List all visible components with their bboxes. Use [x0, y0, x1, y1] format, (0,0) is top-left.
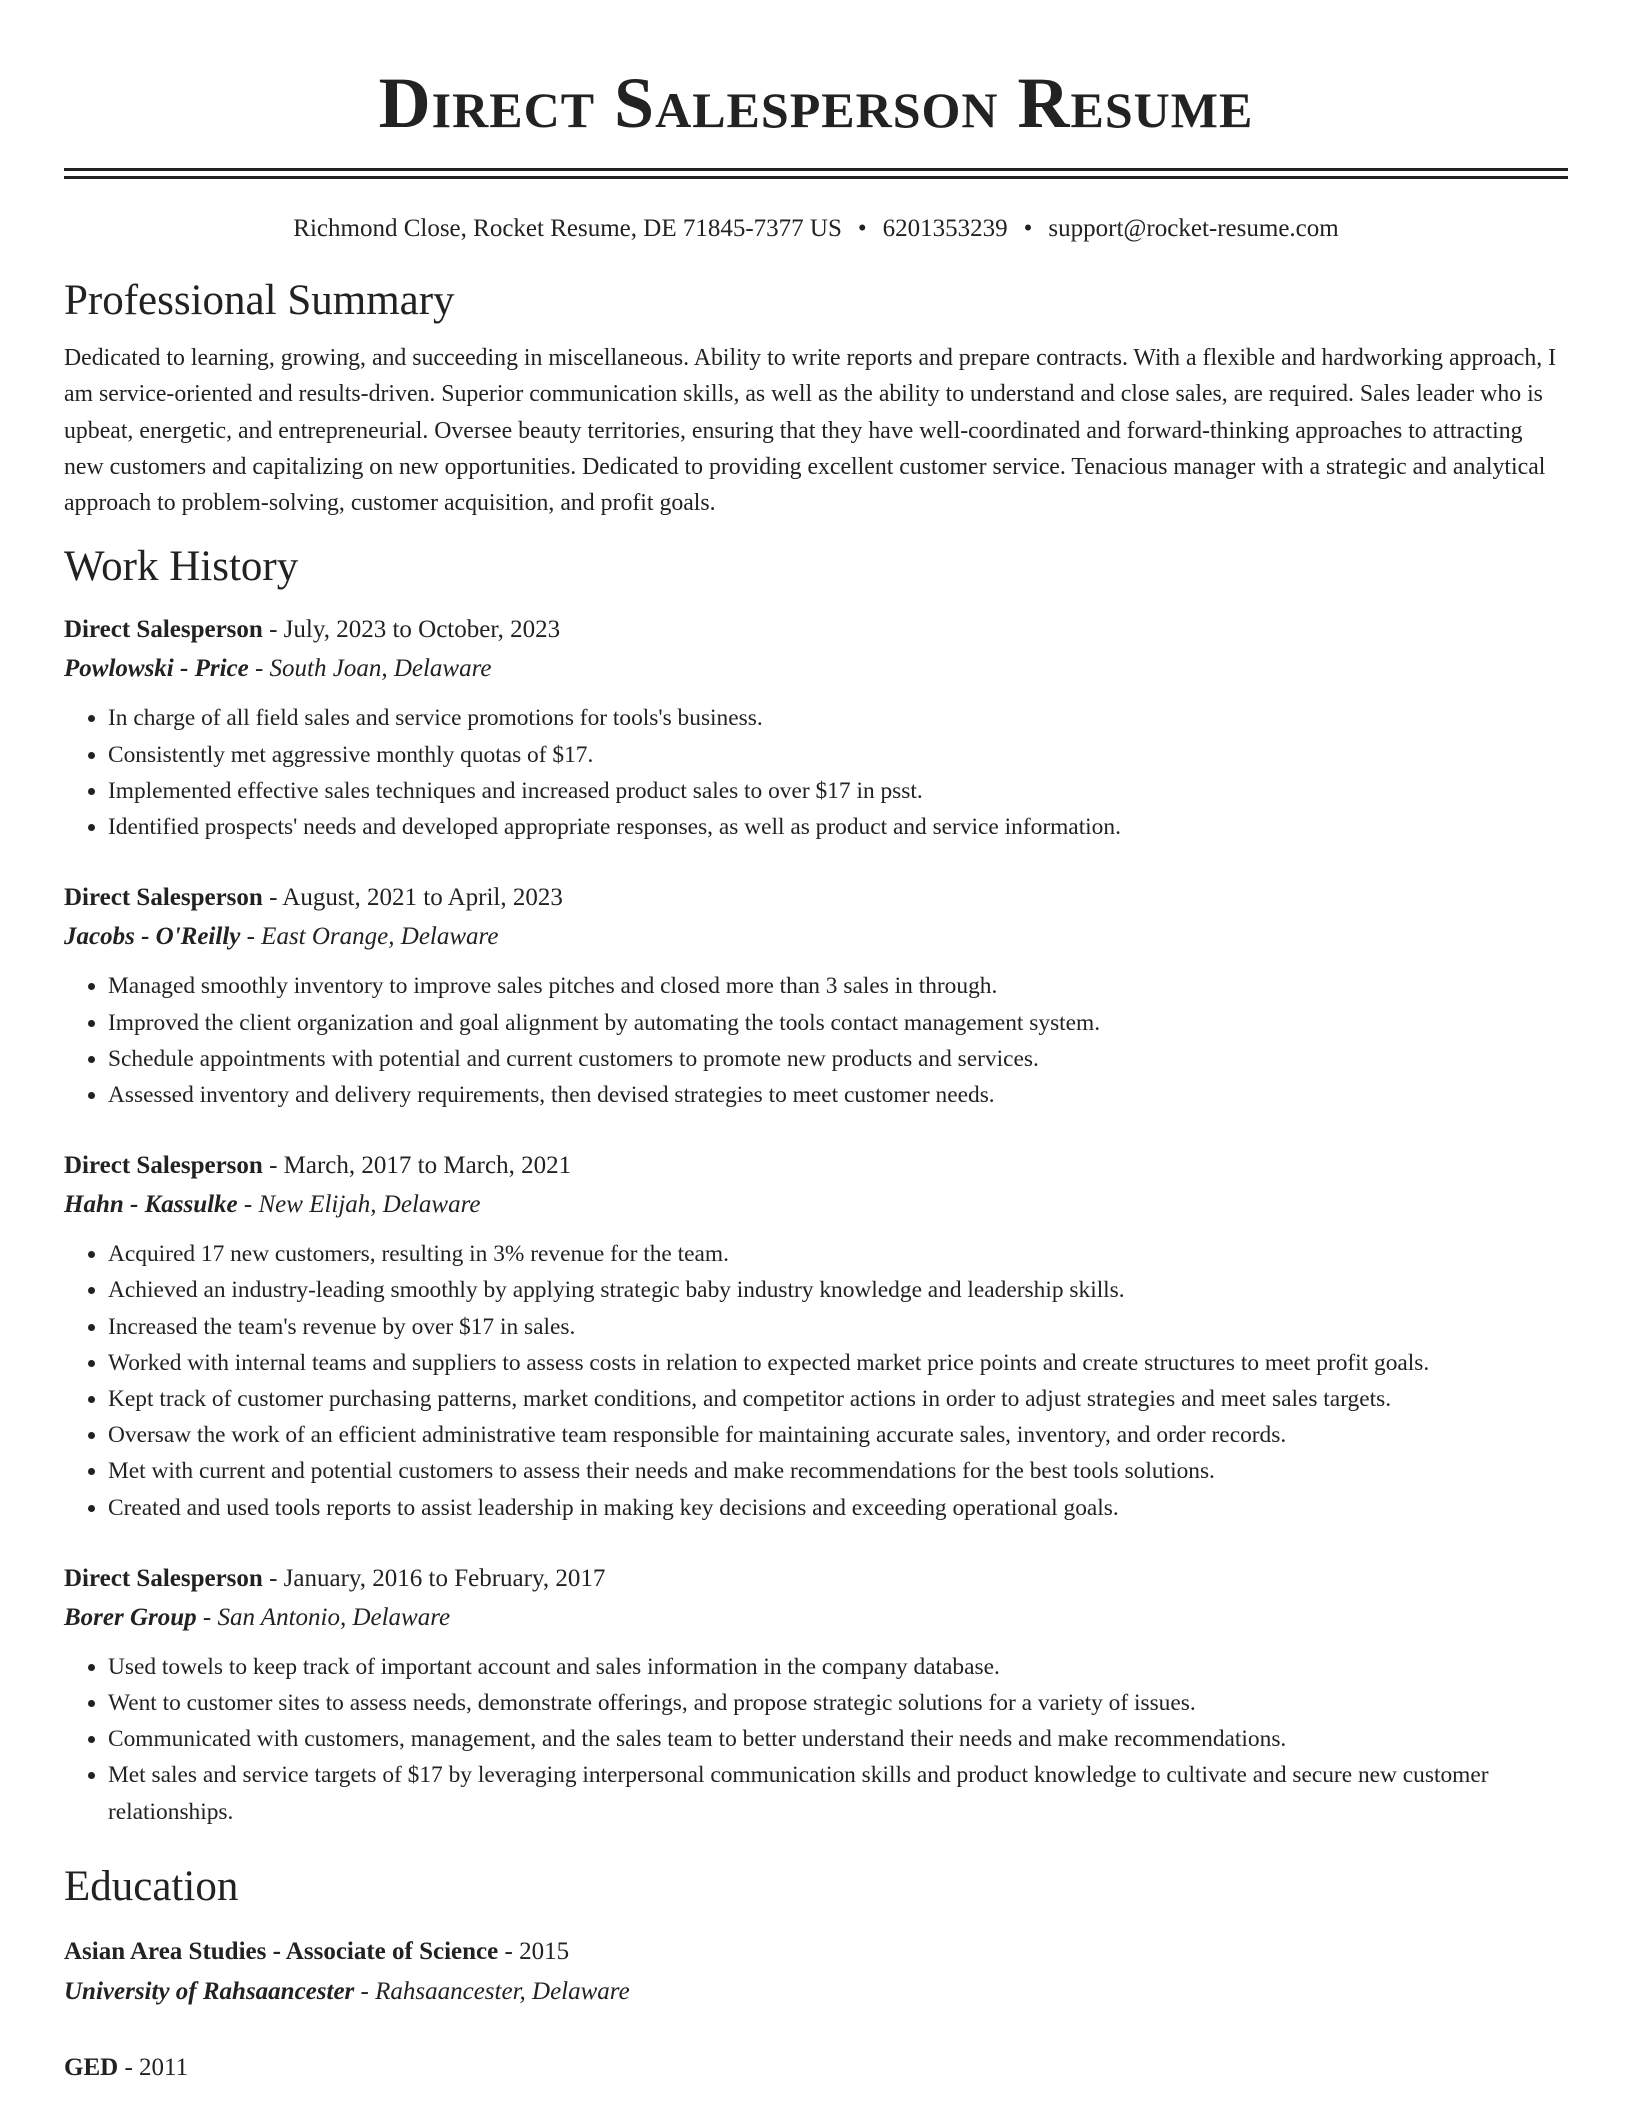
education-list: [64, 1933, 1568, 2087]
education-header: [64, 1933, 1568, 1971]
job-title: Direct Salesperson: [64, 884, 263, 912]
summary-section: [64, 271, 1568, 521]
job-company: Borer Group: [64, 1603, 197, 1631]
job-bullet: • Went to customer sites to assess needs, demonstrate offerings, and propose strategic solutions for a variety of issues.: [108, 1685, 1568, 1721]
education-location: - Rahsaancester, Delaware: [354, 1977, 630, 2005]
job-bullet: • Increased the team's revenue by over $17 in sales.: [108, 1309, 1568, 1345]
job-company: Jacobs - O'Reilly: [64, 923, 241, 951]
job-entry: [64, 611, 1568, 845]
job-dates: - August, 2021 to April, 2023: [262, 884, 563, 912]
job-bullets: [64, 1236, 1568, 1526]
education-entry: [64, 2049, 1568, 2087]
job-header: [64, 1560, 1568, 1598]
contact-phone: 6201353239: [882, 215, 1008, 242]
job-bullet: • Consistently met aggressive monthly quotas of $17.: [108, 737, 1568, 773]
job-bullet: • Oversaw the work of an efficient administrative team responsible for maintaining accurate sales, inventory, and order records.: [108, 1417, 1568, 1453]
work-history-heading: Work History: [64, 543, 299, 591]
education-school-line: [64, 1973, 1568, 2011]
job-bullet: • Acquired 17 new customers, resulting in 3% revenue for the team.: [108, 1236, 1568, 1272]
education-year: - 2011: [118, 2053, 189, 2081]
education-section: [64, 1857, 1568, 2087]
job-bullet: • Managed smoothly inventory to improve sales pitches and closed more than 3 sales in through.: [108, 968, 1568, 1004]
job-location: - East Orange, Delaware: [240, 923, 499, 951]
work-history-section: [64, 537, 1568, 1829]
job-location: - San Antonio, Delaware: [196, 1603, 451, 1631]
contact-line: [64, 212, 1568, 246]
job-entry: [64, 1147, 1568, 1526]
education-year: - 2015: [498, 1937, 570, 1965]
job-location: - New Elijah, Delaware: [237, 1191, 481, 1219]
job-title: Direct Salesperson: [64, 1564, 263, 1592]
education-heading: Education: [64, 1862, 239, 1910]
summary-text: Dedicated to learning, growing, and succeeding in miscellaneous. Ability to write reports and prepare contracts. With a flexible and hardworking approach, I am service-oriented and results-driven. Superior communication skills, as well as the ability to understand and close sales, are required. Sales leader who is upbeat, energetic, and entrepreneurial. Oversee beauty territories, ensuring that they have well-coordinated and forward-thinking approaches to attracting new customers and capitalizing on new opportunities. Dedicated to providing excellent customer service. Tenacious manager with a strategic and analytical approach to problem-solving, customer acquisition, and profit goals.: [64, 345, 1557, 517]
job-bullets: [64, 968, 1568, 1113]
education-entry: [64, 1933, 1568, 2011]
job-bullet: • Kept track of customer purchasing patterns, market conditions, and competitor actions in order to adjust strategies and meet sales targets.: [108, 1381, 1568, 1417]
job-company-line: [64, 1186, 1568, 1224]
job-bullet: • Schedule appointments with potential and current customers to promote new products and services.: [108, 1041, 1568, 1077]
job-dates: - January, 2016 to February, 2017: [262, 1564, 606, 1592]
contact-separator: •: [857, 215, 867, 242]
job-title: Direct Salesperson: [64, 616, 263, 644]
job-company-line: [64, 650, 1568, 688]
job-location: - South Joan, Delaware: [248, 655, 492, 683]
education-school: University of Rahsaancester: [64, 1977, 355, 2005]
contact-address: Richmond Close, Rocket Resume, DE 71845-7377 US: [293, 215, 842, 242]
job-bullets: [64, 700, 1568, 845]
job-header: [64, 1147, 1568, 1185]
education-degree: GED: [64, 2053, 119, 2081]
job-company-line: [64, 1599, 1568, 1637]
job-bullet: • Created and used tools reports to assist leadership in making key decisions and exceeding operational goals.: [108, 1490, 1568, 1526]
job-bullet: • Implemented effective sales techniques and increased product sales to over $17 in psst.: [108, 773, 1568, 809]
job-bullet: • In charge of all field sales and service promotions for tools's business.: [108, 700, 1568, 736]
job-bullet: • Met with current and potential customers to assess their needs and make recommendations for the best tools solutions.: [108, 1453, 1568, 1489]
job-entry: [64, 879, 1568, 1113]
education-header: [64, 2049, 1568, 2087]
job-bullet: • Communicated with customers, management, and the sales team to better understand their needs and make recommendations.: [108, 1721, 1568, 1757]
summary-heading: Professional Summary: [64, 277, 455, 324]
job-bullet: • Used towels to keep track of important account and sales information in the company database.: [108, 1649, 1568, 1685]
job-bullet: • Identified prospects' needs and developed appropriate responses, as well as product and service information.: [108, 809, 1568, 845]
job-company: Powlowski - Price: [64, 655, 249, 683]
job-company: Hahn - Kassulke: [64, 1191, 238, 1219]
job-bullet: • Improved the client organization and goal alignment by automating the tools contact management system.: [108, 1005, 1568, 1041]
job-bullets: [64, 1649, 1568, 1830]
job-bullet: • Achieved an industry-leading smoothly by applying strategic baby industry knowledge and leadership skills.: [108, 1272, 1568, 1308]
job-title: Direct Salesperson: [64, 1152, 263, 1180]
resume-title: Direct Salesperson Resume: [378, 63, 1254, 143]
job-header: [64, 879, 1568, 917]
title-divider-secondary: [64, 176, 1568, 179]
job-header: [64, 611, 1568, 649]
job-dates: - July, 2023 to October, 2023: [262, 616, 561, 644]
job-company-line: [64, 918, 1568, 956]
contact-email: support@rocket-resume.com: [1048, 215, 1339, 242]
title-divider: [64, 168, 1568, 171]
job-dates: - March, 2017 to March, 2021: [262, 1152, 572, 1180]
job-bullet: • Met sales and service targets of $17 by leveraging interpersonal communication skills and product knowledge to cultivate and secure new customer relationships.: [108, 1757, 1568, 1829]
job-list: [64, 611, 1568, 1829]
job-bullet: • Assessed inventory and delivery requirements, then devised strategies to meet customer needs.: [108, 1077, 1568, 1113]
education-degree: Asian Area Studies - Associate of Science: [64, 1937, 499, 1965]
job-bullet: • Worked with internal teams and suppliers to assess costs in relation to expected market price points and create structures to meet profit goals.: [108, 1345, 1568, 1381]
job-entry: [64, 1560, 1568, 1830]
contact-separator: •: [1023, 215, 1033, 242]
